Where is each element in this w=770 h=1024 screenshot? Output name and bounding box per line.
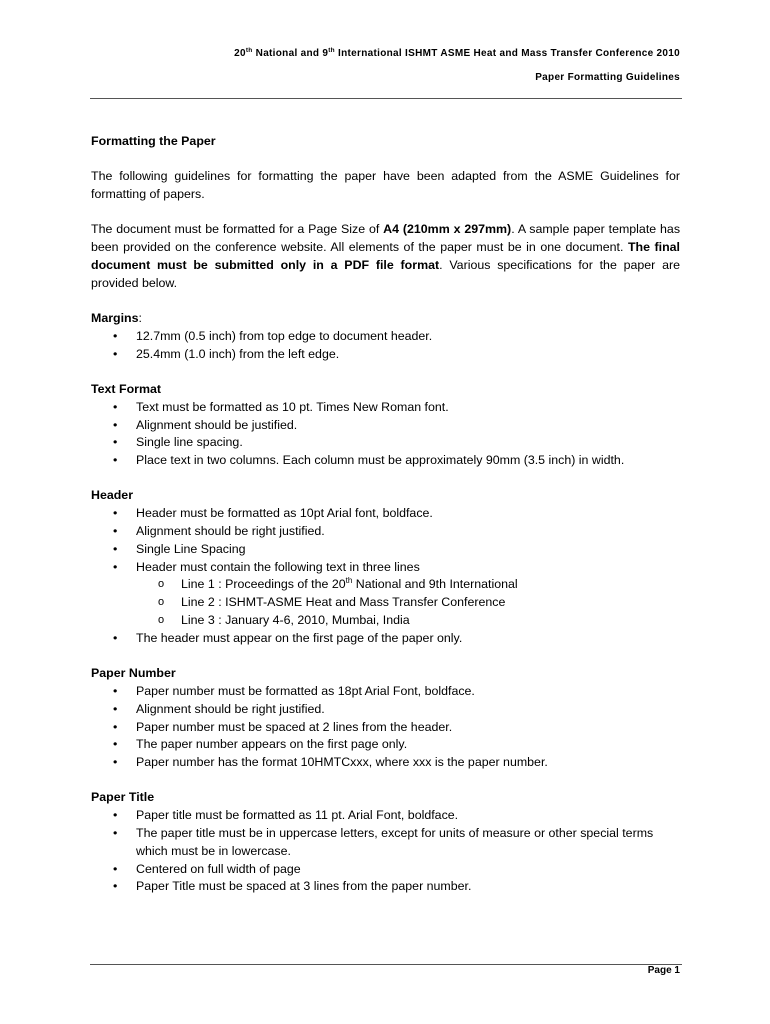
margins-list	[91, 328, 680, 364]
header-conference-line: 20th National and 9th International ISHMT ASME Heat and Mass Transfer Conference 2010	[234, 47, 680, 59]
document-body	[91, 133, 680, 896]
margins-heading: Margins:	[91, 311, 142, 326]
paper-title-list	[91, 807, 680, 896]
list-item: • Paper number has the format 10HMTCxxx, where xxx is the paper number.	[91, 754, 680, 772]
paper-number-list	[91, 683, 680, 772]
list-item: • Place text in two columns. Each column must be approximately 90mm (3.5 inch) in width.	[91, 452, 680, 470]
list-item: • The paper number appears on the first page only.	[91, 736, 680, 754]
header-divider	[90, 98, 682, 99]
list-item: • Text must be formatted as 10 pt. Times New Roman font.	[91, 399, 680, 417]
header-section-list	[91, 505, 680, 576]
list-item: • The paper title must be in uppercase letters, except for units of measure or other special terms which must be in lowercase.	[91, 825, 680, 861]
list-item: • 12.7mm (0.5 inch) from top edge to document header.	[91, 328, 680, 346]
text-format-list	[91, 399, 680, 470]
list-item: • Paper Title must be spaced at 3 lines from the paper number.	[91, 878, 680, 896]
header-section-heading: Header	[91, 488, 134, 503]
list-item: • Single Line Spacing	[91, 541, 680, 559]
sub-list-item: o Line 1 : Proceedings of the 20th National and 9th International	[91, 576, 680, 594]
footer-divider	[90, 964, 682, 965]
page-size-paragraph: The document must be formatted for a Page Size of A4 (210mm x 297mm). A sample paper template has been provided on the conference website. All elements of the paper must be in one document. The final document must be submitted only in a PDF file format. Various specifications for the paper are provided below.	[91, 222, 681, 290]
list-item: • Paper number must be formatted as 18pt Arial Font, boldface.	[91, 683, 680, 701]
text-format-heading: Text Format	[91, 381, 161, 396]
list-item: • Alignment should be right justified.	[91, 523, 680, 541]
list-item: • Paper title must be formatted as 11 pt. Arial Font, boldface.	[91, 807, 680, 825]
sub-list-item: o Line 3 : January 4-6, 2010, Mumbai, India	[91, 612, 680, 630]
running-header	[90, 44, 680, 85]
list-item: • Header must contain the following text in three lines	[91, 559, 680, 577]
list-item: • Paper number must be spaced at 2 lines from the header.	[91, 719, 680, 737]
list-item: • Centered on full width of page	[91, 861, 680, 879]
list-item: • Alignment should be justified.	[91, 417, 680, 435]
paper-number-heading: Paper Number	[91, 666, 176, 681]
sub-list-item: o Line 2 : ISHMT-ASME Heat and Mass Transfer Conference	[91, 594, 680, 612]
list-item: • Header must be formatted as 10pt Arial font, boldface.	[91, 505, 680, 523]
list-item: • 25.4mm (1.0 inch) from the left edge.	[91, 346, 680, 364]
document-title: Formatting the Paper	[91, 134, 216, 148]
list-item: • Single line spacing.	[91, 434, 680, 452]
intro-paragraph: The following guidelines for formatting the paper have been adapted from the ASME Guidelines for formatting of papers.	[91, 169, 680, 202]
header-subtitle: Paper Formatting Guidelines	[535, 72, 680, 83]
page-number: Page 1	[647, 965, 680, 976]
header-lines-sublist	[91, 576, 680, 629]
paper-title-heading: Paper Title	[91, 790, 155, 805]
list-item: • The header must appear on the first page of the paper only.	[91, 630, 680, 648]
list-item: • Alignment should be right justified.	[91, 701, 680, 719]
header-section-list-end	[91, 630, 680, 648]
